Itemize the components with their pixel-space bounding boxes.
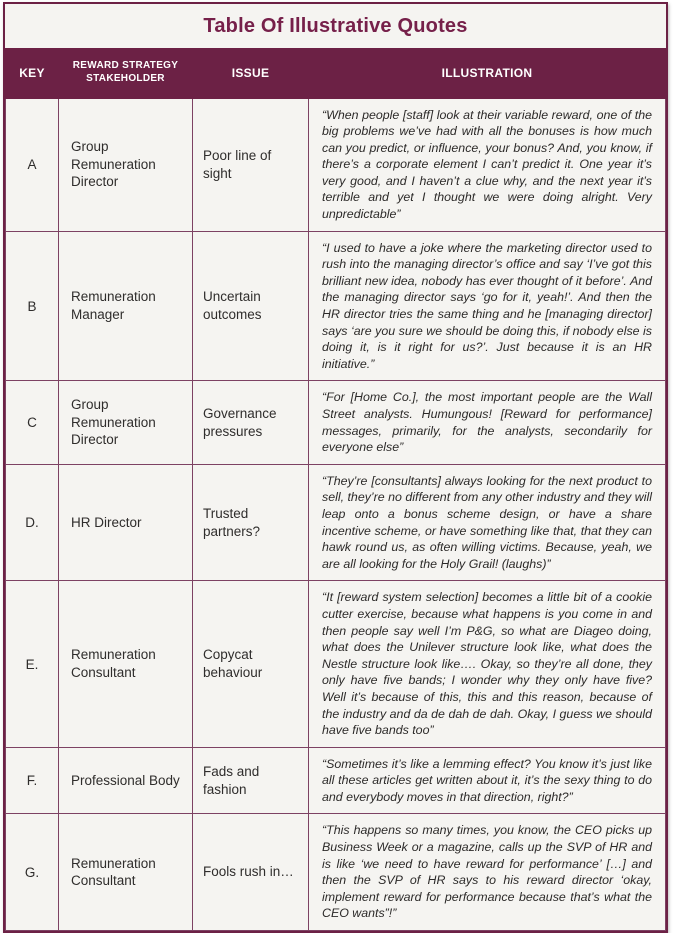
issue-cell: Fools rush in…: [193, 814, 309, 931]
table-row: [6, 747, 666, 814]
illustration-cell: “They’re [consultants] always looking for the next product to sell, they’re no different from any other industry and they will leap onto a bonus scheme design, or have a share incentive scheme, or have something like that, that they can hawk round us, as often willing victims. Because, yeah, we are all looking for the Holy Grail! (laughs)”: [309, 464, 666, 581]
illustration-cell: “This happens so many times, you know, the CEO picks up Business Week or a magazine, calls up the SVP of HR and is like ‘we need to have reward for performance’ […] and then the SVP of HR says to his reward director ‘okay, implement reward for performance because that’s what the CEO wants”!”: [309, 814, 666, 931]
stakeholder-cell: Group Remuneration Director: [59, 381, 193, 464]
stakeholder-cell: Remuneration Consultant: [59, 814, 193, 931]
column-header-issue: ISSUE: [193, 49, 309, 98]
key-cell: B: [6, 231, 59, 381]
issue-cell: Uncertain outcomes: [193, 231, 309, 381]
issue-cell: Governance pressures: [193, 381, 309, 464]
key-cell: D.: [6, 464, 59, 581]
column-header-stakeholder: REWARD STRATEGY STAKEHOLDER: [59, 49, 193, 98]
key-cell: F.: [6, 747, 59, 814]
issue-cell: Poor line of sight: [193, 98, 309, 232]
quotes-table: [5, 48, 666, 931]
table-row: [6, 814, 666, 931]
stakeholder-cell: Group Remuneration Director: [59, 98, 193, 232]
illustration-cell: “When people [staff] look at their variable reward, one of the big problems we’ve had with all the bonuses is how much can you predict, or influence, your bonus? And, you know, if there’s a corporate element I can’t predict it. One year it’s very good, and I haven’t a clue why, and the next year it’s terrible and yet I thought we were doing alright. Very unpredictable”: [309, 98, 666, 232]
stakeholder-cell: Remuneration Consultant: [59, 581, 193, 747]
illustration-cell: “For [Home Co.], the most important people are the Wall Street analysts. Humungous! [Reward for performance] messages, primarily, for the analysts, secondarily for everyone else”: [309, 381, 666, 464]
illustration-cell: “I used to have a joke where the marketing director used to rush into the managing director’s office and say ‘I’ve got this brilliant new idea, nobody has ever thought of it before’. And the managing director says ‘go for it, yeah!’. And then the HR director tries the same thing and he [managing director] says ‘are you sure we should be doing this, if nobody else is doing it, is it right for us?’. Just because it is an HR initiative.”: [309, 231, 666, 381]
key-cell: A: [6, 98, 59, 232]
issue-cell: Fads and fashion: [193, 747, 309, 814]
key-cell: C: [6, 381, 59, 464]
header-row: [6, 49, 666, 98]
illustrative-quotes-table: [3, 2, 668, 933]
illustration-cell: “It [reward system selection] becomes a little bit of a cookie cutter exercise, because what happens is you come in and then people say well I’m P&G, so what are Diageo doing, what does the Unilever structure look like, what does the Nestle structure look like…. Okay, so they’re all done, they only have five bands; I wonder why they only have five? Well it’s because of this, this and this reason, because of the industry and da de dah de dah. Okay, I guess we should have five bands too”: [309, 581, 666, 747]
table-body: [6, 98, 666, 931]
issue-cell: Copycat behaviour: [193, 581, 309, 747]
stakeholder-cell: Remuneration Manager: [59, 231, 193, 381]
illustration-cell: “Sometimes it’s like a lemming effect? You know it’s just like all these articles get written about it, it’s the sexy thing to do and everybody moves in that direction, right?”: [309, 747, 666, 814]
table-row: [6, 464, 666, 581]
table-header: [6, 49, 666, 98]
column-header-key: KEY: [6, 49, 59, 98]
stakeholder-cell: HR Director: [59, 464, 193, 581]
table-row: [6, 98, 666, 232]
column-header-illustration: ILLUSTRATION: [309, 49, 666, 98]
key-cell: E.: [6, 581, 59, 747]
stakeholder-cell: Professional Body: [59, 747, 193, 814]
table-row: [6, 581, 666, 747]
table-row: [6, 231, 666, 381]
issue-cell: Trusted partners?: [193, 464, 309, 581]
table-row: [6, 381, 666, 464]
table-title-bar: [5, 4, 666, 48]
key-cell: G.: [6, 814, 59, 931]
page-title: Table Of Illustrative Quotes: [203, 14, 468, 37]
